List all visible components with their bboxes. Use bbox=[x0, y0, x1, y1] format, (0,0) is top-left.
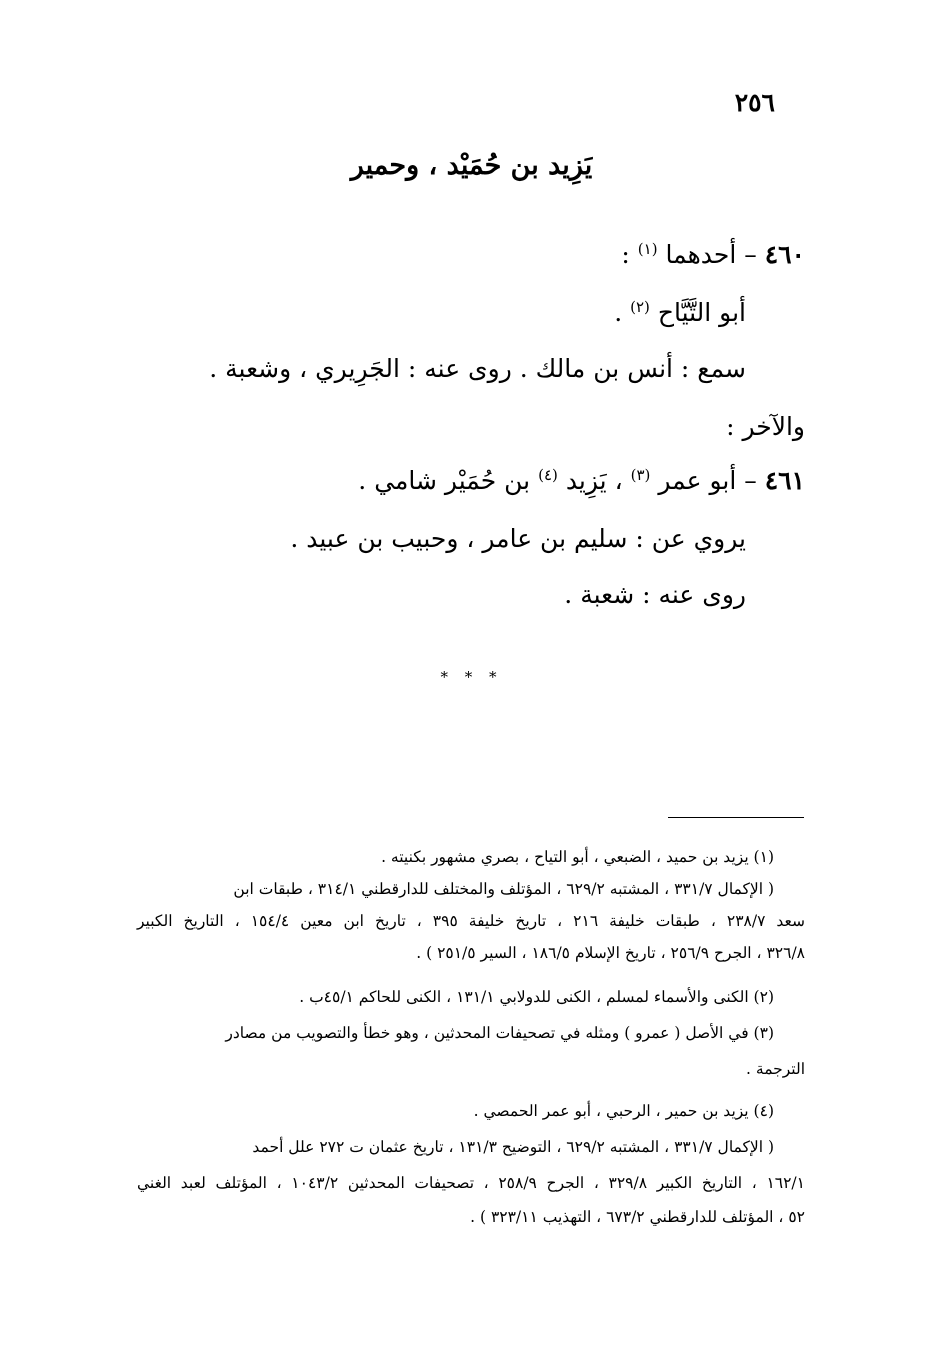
footnote-rule bbox=[668, 817, 804, 818]
footnote-ref: (٢) bbox=[630, 298, 650, 316]
yarwi-line: يروي عن : سليم بن عامر ، وحبيب بن عبيد . bbox=[290, 524, 746, 553]
entry-460-heading bbox=[621, 240, 805, 269]
footnote-ref: (٣) bbox=[630, 466, 651, 484]
footnote-1-source-line: سعد ٢٣٨/٧ ، طبقات خليفة ٢١٦ ، تاريخ خليفة ٣٩٥ ، تاريخ ابن معين ١٥٤/٤ ، التاريخ الكبير bbox=[137, 912, 806, 930]
kunya-punct: . bbox=[614, 298, 623, 327]
kunya-text: أبو التَّيَّاح bbox=[657, 298, 746, 327]
page-number: ٢٥٦ bbox=[734, 88, 775, 117]
section-separator: * * * bbox=[440, 668, 503, 686]
footnote-4-source-line: ٥٢ ، المؤتلف للدارقطني ٦٧٣/٢ ، التهذيب ٣٢٣/١١ ) . bbox=[470, 1208, 805, 1226]
footnote-ref: (١) bbox=[637, 240, 658, 258]
footnote-2: (٢) الكنى والأسماء لمسلم ، الكنى للدولابي ١٣١/١ ، الكنى للحاكم ٤٥/١ب . bbox=[299, 988, 774, 1006]
entry-text: – أحدهما bbox=[665, 240, 757, 269]
entry-text: ، يَزِيد bbox=[565, 466, 623, 495]
entry-number: ٤٦١ bbox=[764, 466, 805, 495]
footnote-3-continued: الترجمة . bbox=[746, 1060, 805, 1078]
chapter-title: يَزِيد بن حُمَيْد ، وحمير bbox=[350, 150, 593, 181]
footnote-1-source-line: ( الإكمال ٣٣١/٧ ، المشتبه ٦٢٩/٢ ، المؤتلف والمختلف للدارقطني ٣١٤/١ ، طبقات ابن bbox=[233, 880, 774, 898]
footnote-4: (٤) يزيد بن حمير ، الرحبي ، أبو عمر الحمصي . bbox=[473, 1102, 774, 1120]
footnote-1: (١) يزيد بن حميد ، الضبعي ، أبو التياح ، بصري مشهور بكنيته . bbox=[381, 848, 774, 866]
footnote-4-source-line: ١٦٢/١ ، التاريخ الكبير ٣٢٩/٨ ، الجرح ٢٥٨/٩ ، تصحيفات المحدثين ١٠٤٣/٢ ، المؤتلف لعبد الغني bbox=[137, 1174, 805, 1192]
footnote-3: (٣) في الأصل ( عمرو ) ومثله في تصحيفات المحدثين ، وهو خطأ والتصويب من مصادر bbox=[225, 1024, 774, 1042]
sama-line: سمع : أنس بن مالك . روى عنه : الجَرِيري ، وشعبة . bbox=[209, 354, 746, 383]
kunya-line bbox=[614, 298, 746, 327]
footnote-1-source-line: ٣٢٦/٨ ، الجرح ٢٥٦/٩ ، تاريخ الإسلام ١٨٦/٥ ، السير ٢٥١/٥ ) . bbox=[416, 944, 805, 962]
rawa-line: روى عنه : شعبة . bbox=[564, 580, 746, 609]
akhar-line: والآخر : bbox=[726, 412, 805, 441]
footnote-ref: (٤) bbox=[538, 466, 558, 484]
entry-punct: : bbox=[621, 240, 630, 269]
footnote-4-source-line: ( الإكمال ٣٣١/٧ ، المشتبه ٦٢٩/٢ ، التوضيح ١٣١/٣ ، تاريخ عثمان ت ٢٧٢ علل أحمد bbox=[252, 1138, 774, 1156]
entry-text: بن حُمَيْر شامي . bbox=[358, 466, 531, 495]
entry-461-heading bbox=[358, 466, 805, 495]
entry-text: – أبو عمر bbox=[658, 466, 757, 495]
entry-number: ٤٦٠ bbox=[764, 240, 805, 269]
